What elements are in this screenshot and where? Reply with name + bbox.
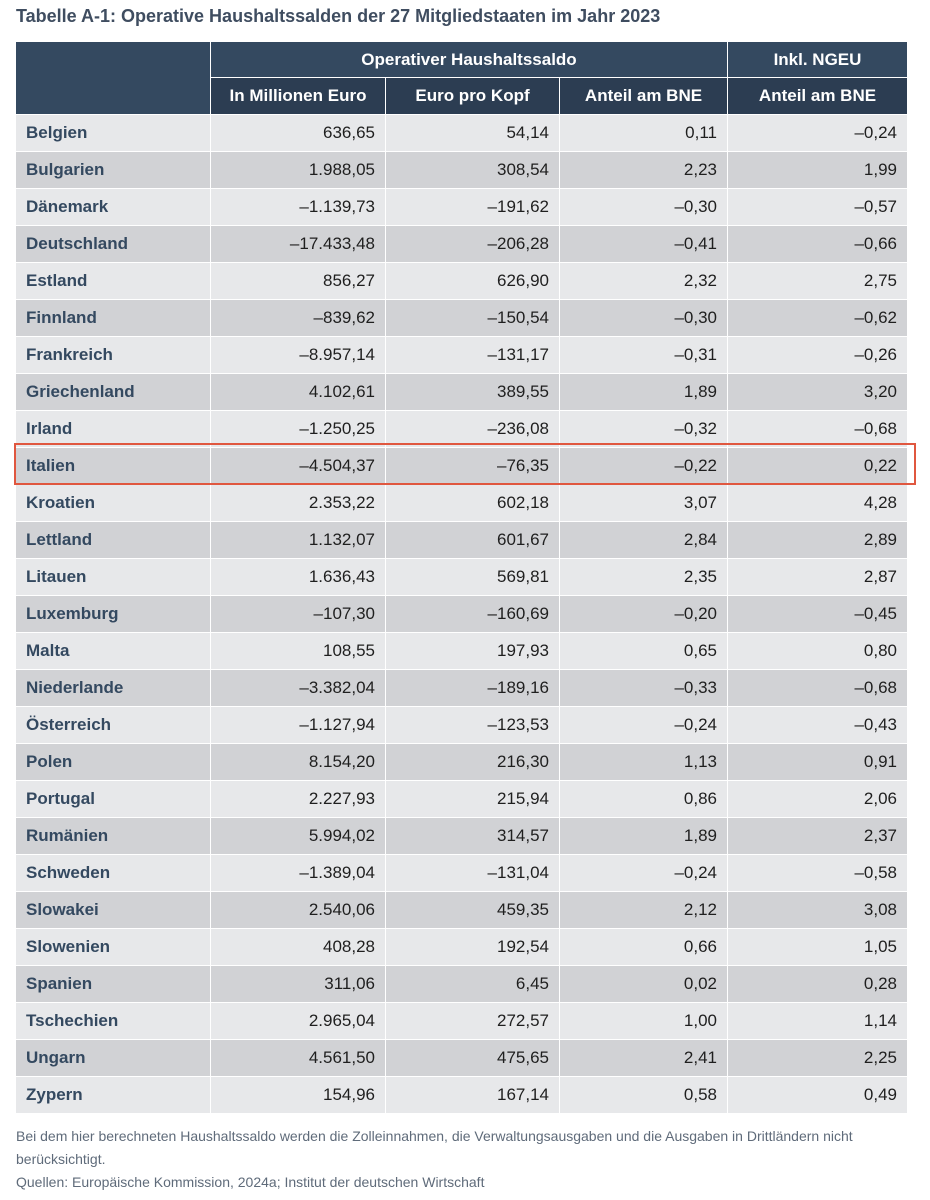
ngeu-anteil-bne-cell: 1,05 [727,928,907,965]
mio-euro-cell: –4.504,37 [210,447,385,484]
country-cell: Luxemburg [16,595,210,632]
table-row [16,1002,907,1039]
table-row [16,706,907,743]
euro-pro-kopf-cell: 389,55 [385,373,559,410]
euro-pro-kopf-cell: –123,53 [385,706,559,743]
table-row [16,780,907,817]
anteil-bne-cell: 2,35 [559,558,727,595]
table-row [16,632,907,669]
column-header-ngeu-anteil-bne: Anteil am BNE [727,78,907,114]
anteil-bne-cell: –0,30 [559,299,727,336]
mio-euro-cell: 8.154,20 [210,743,385,780]
header-group-row [16,42,907,78]
ngeu-anteil-bne-cell: –0,43 [727,706,907,743]
mio-euro-cell: –839,62 [210,299,385,336]
footnote-sources: Quellen: Europäische Kommission, 2024a; Institut der deutschen Wirtschaft [16,1174,485,1190]
header-corner [16,42,210,114]
table-row [16,891,907,928]
country-cell: Griechenland [16,373,210,410]
mio-euro-cell: 856,27 [210,262,385,299]
euro-pro-kopf-cell: 272,57 [385,1002,559,1039]
anteil-bne-cell: –0,20 [559,595,727,632]
country-cell: Schweden [16,854,210,891]
country-cell: Belgien [16,114,210,151]
ngeu-anteil-bne-cell: 3,20 [727,373,907,410]
ngeu-anteil-bne-cell: 2,75 [727,262,907,299]
mio-euro-cell: 1.988,05 [210,151,385,188]
anteil-bne-cell: 2,12 [559,891,727,928]
table-row [16,928,907,965]
euro-pro-kopf-cell: 308,54 [385,151,559,188]
anteil-bne-cell: –0,31 [559,336,727,373]
table-row [16,114,907,151]
country-cell: Tschechien [16,1002,210,1039]
euro-pro-kopf-cell: 626,90 [385,262,559,299]
country-cell: Slowakei [16,891,210,928]
euro-pro-kopf-cell: –150,54 [385,299,559,336]
ngeu-anteil-bne-cell: 0,91 [727,743,907,780]
ngeu-anteil-bne-cell: 4,28 [727,484,907,521]
anteil-bne-cell: 1,89 [559,817,727,854]
header-group-ngeu: Inkl. NGEU [727,42,907,78]
ngeu-anteil-bne-cell: 2,06 [727,780,907,817]
anteil-bne-cell: 0,58 [559,1076,727,1113]
mio-euro-cell: 4.102,61 [210,373,385,410]
table-row [16,484,907,521]
anteil-bne-cell: 0,02 [559,965,727,1002]
mio-euro-cell: –1.139,73 [210,188,385,225]
ngeu-anteil-bne-cell: 1,99 [727,151,907,188]
country-cell: Finnland [16,299,210,336]
country-cell: Ungarn [16,1039,210,1076]
ngeu-anteil-bne-cell: –0,57 [727,188,907,225]
table-row [16,595,907,632]
euro-pro-kopf-cell: 215,94 [385,780,559,817]
anteil-bne-cell: –0,41 [559,225,727,262]
country-cell: Rumänien [16,817,210,854]
mio-euro-cell: 1.636,43 [210,558,385,595]
euro-pro-kopf-cell: 459,35 [385,891,559,928]
euro-pro-kopf-cell: –131,04 [385,854,559,891]
country-cell: Kroatien [16,484,210,521]
table-row [16,262,907,299]
country-cell: Zypern [16,1076,210,1113]
table-row [16,965,907,1002]
euro-pro-kopf-cell: 54,14 [385,114,559,151]
table-row [16,558,907,595]
table-row [16,854,907,891]
ngeu-anteil-bne-cell: –0,26 [727,336,907,373]
euro-pro-kopf-cell: 216,30 [385,743,559,780]
table-row [16,817,907,854]
ngeu-anteil-bne-cell: –0,58 [727,854,907,891]
euro-pro-kopf-cell: –206,28 [385,225,559,262]
anteil-bne-cell: –0,33 [559,669,727,706]
table-body [16,114,907,1113]
column-header-mio-euro: In Millionen Euro [210,78,385,114]
ngeu-anteil-bne-cell: 1,14 [727,1002,907,1039]
country-cell: Dänemark [16,188,210,225]
country-cell: Polen [16,743,210,780]
country-cell: Österreich [16,706,210,743]
mio-euro-cell: –1.389,04 [210,854,385,891]
euro-pro-kopf-cell: 475,65 [385,1039,559,1076]
table-row [16,521,907,558]
ngeu-anteil-bne-cell: –0,24 [727,114,907,151]
euro-pro-kopf-cell: –131,17 [385,336,559,373]
anteil-bne-cell: 0,66 [559,928,727,965]
country-cell: Italien [16,447,210,484]
table-title: Tabelle A-1: Operative Haushaltssalden der 27 Mitgliedstaaten im Jahr 2023 [16,6,661,26]
mio-euro-cell: 408,28 [210,928,385,965]
country-cell: Malta [16,632,210,669]
country-cell: Frankreich [16,336,210,373]
ngeu-anteil-bne-cell: 3,08 [727,891,907,928]
table-row [16,447,907,484]
budget-table [16,42,907,1113]
footnote [16,1125,896,1194]
country-cell: Lettland [16,521,210,558]
ngeu-anteil-bne-cell: –0,45 [727,595,907,632]
anteil-bne-cell: –0,22 [559,447,727,484]
ngeu-anteil-bne-cell: 2,37 [727,817,907,854]
country-cell: Portugal [16,780,210,817]
mio-euro-cell: 154,96 [210,1076,385,1113]
ngeu-anteil-bne-cell: 2,89 [727,521,907,558]
anteil-bne-cell: –0,24 [559,854,727,891]
anteil-bne-cell: –0,32 [559,410,727,447]
table-row [16,299,907,336]
mio-euro-cell: 4.561,50 [210,1039,385,1076]
country-cell: Litauen [16,558,210,595]
country-cell: Bulgarien [16,151,210,188]
column-header-euro-pro-kopf: Euro pro Kopf [385,78,559,114]
mio-euro-cell: –107,30 [210,595,385,632]
anteil-bne-cell: –0,30 [559,188,727,225]
ngeu-anteil-bne-cell: –0,68 [727,410,907,447]
mio-euro-cell: –3.382,04 [210,669,385,706]
header-group-operativ: Operativer Haushaltssaldo [210,42,727,78]
anteil-bne-cell: 2,41 [559,1039,727,1076]
anteil-bne-cell: 3,07 [559,484,727,521]
anteil-bne-cell: 2,32 [559,262,727,299]
table-row [16,336,907,373]
anteil-bne-cell: 2,23 [559,151,727,188]
euro-pro-kopf-cell: 167,14 [385,1076,559,1113]
anteil-bne-cell: 0,65 [559,632,727,669]
mio-euro-cell: 1.132,07 [210,521,385,558]
mio-euro-cell: –1.127,94 [210,706,385,743]
ngeu-anteil-bne-cell: 2,25 [727,1039,907,1076]
mio-euro-cell: 2.227,93 [210,780,385,817]
table-row [16,151,907,188]
anteil-bne-cell: 1,89 [559,373,727,410]
ngeu-anteil-bne-cell: 0,28 [727,965,907,1002]
table-row [16,1039,907,1076]
euro-pro-kopf-cell: –160,69 [385,595,559,632]
anteil-bne-cell: 0,11 [559,114,727,151]
mio-euro-cell: –8.957,14 [210,336,385,373]
country-cell: Niederlande [16,669,210,706]
ngeu-anteil-bne-cell: 2,87 [727,558,907,595]
euro-pro-kopf-cell: 192,54 [385,928,559,965]
mio-euro-cell: 311,06 [210,965,385,1002]
euro-pro-kopf-cell: –76,35 [385,447,559,484]
anteil-bne-cell: 0,86 [559,780,727,817]
country-cell: Slowenien [16,928,210,965]
ngeu-anteil-bne-cell: –0,62 [727,299,907,336]
mio-euro-cell: 2.353,22 [210,484,385,521]
euro-pro-kopf-cell: –191,62 [385,188,559,225]
mio-euro-cell: 636,65 [210,114,385,151]
ngeu-anteil-bne-cell: –0,68 [727,669,907,706]
mio-euro-cell: 2.965,04 [210,1002,385,1039]
table-row [16,669,907,706]
mio-euro-cell: –17.433,48 [210,225,385,262]
ngeu-anteil-bne-cell: 0,22 [727,447,907,484]
anteil-bne-cell: 1,13 [559,743,727,780]
country-cell: Estland [16,262,210,299]
euro-pro-kopf-cell: 602,18 [385,484,559,521]
table-row [16,188,907,225]
column-header-anteil-bne: Anteil am BNE [559,78,727,114]
country-cell: Deutschland [16,225,210,262]
anteil-bne-cell: –0,24 [559,706,727,743]
table-row [16,743,907,780]
table-row [16,410,907,447]
footnote-note: Bei dem hier berechneten Haushaltssaldo werden die Zolleinnahmen, die Verwaltungsausgaben und die Ausgaben in Drittländern nicht berücksichtigt. [16,1128,853,1167]
ngeu-anteil-bne-cell: 0,49 [727,1076,907,1113]
country-cell: Spanien [16,965,210,1002]
mio-euro-cell: 5.994,02 [210,817,385,854]
table-row [16,1076,907,1113]
ngeu-anteil-bne-cell: –0,66 [727,225,907,262]
euro-pro-kopf-cell: –236,08 [385,410,559,447]
table-row [16,373,907,410]
euro-pro-kopf-cell: –189,16 [385,669,559,706]
table-row [16,225,907,262]
anteil-bne-cell: 2,84 [559,521,727,558]
mio-euro-cell: 108,55 [210,632,385,669]
euro-pro-kopf-cell: 601,67 [385,521,559,558]
mio-euro-cell: –1.250,25 [210,410,385,447]
anteil-bne-cell: 1,00 [559,1002,727,1039]
euro-pro-kopf-cell: 314,57 [385,817,559,854]
mio-euro-cell: 2.540,06 [210,891,385,928]
ngeu-anteil-bne-cell: 0,80 [727,632,907,669]
country-cell: Irland [16,410,210,447]
euro-pro-kopf-cell: 197,93 [385,632,559,669]
euro-pro-kopf-cell: 6,45 [385,965,559,1002]
euro-pro-kopf-cell: 569,81 [385,558,559,595]
